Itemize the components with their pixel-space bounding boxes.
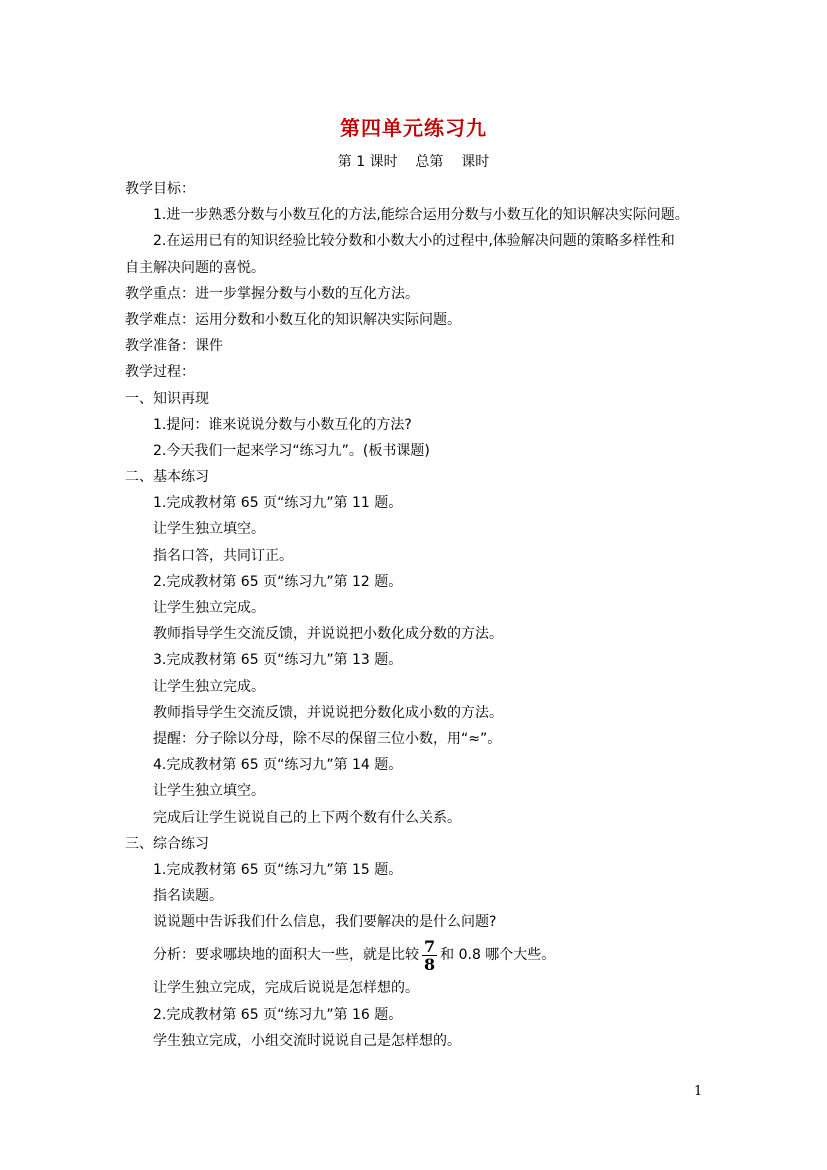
text-line: 教师指导学生交流反馈，并说说把小数化成分数的方法。 <box>153 626 503 643</box>
text-line: 指名口答，共同订正。 <box>153 547 293 564</box>
text-line: 1.提问：谁来说说分数与小数互化的方法? <box>153 416 412 433</box>
text-line: 完成后让学生说说自己的上下两个数有什么关系。 <box>153 809 461 826</box>
text-line: 1.进一步熟悉分数与小数互化的方法,能综合运用分数与小数互化的知识解决实际问题。 <box>153 207 689 224</box>
document-title: 第四单元练习九 <box>340 116 487 140</box>
analysis-line <box>125 935 725 975</box>
fraction-denominator: 8 <box>424 954 436 974</box>
text-line: 4.完成教材第 65 页“练习九”第 14 题。 <box>153 757 403 774</box>
text-line: 教学目标： <box>125 181 195 197</box>
analysis-text-after: 和 0.8 哪个大些。 <box>440 947 556 964</box>
text-line: 让学生独立填空。 <box>153 521 265 538</box>
text-line: 教学重点：进一步掌握分数与小数的互化方法。 <box>125 285 419 302</box>
text-line: 让学生独立填空。 <box>153 783 265 800</box>
text-line: 教学准备：课件 <box>125 338 223 355</box>
fraction <box>422 938 437 973</box>
text-line: 让学生独立完成，完成后说说是怎样想的。 <box>153 980 419 997</box>
section-heading: 二、基本练习 <box>125 469 209 486</box>
analysis-text-before: 分析：要求哪块地的面积大一些，就是比较 <box>153 947 419 964</box>
text-line: 指名读题。 <box>153 888 223 905</box>
lesson-subtitle: 第 1 课时 总第 课时 <box>337 154 490 170</box>
text-line: 学生独立完成，小组交流时说说自己是怎样想的。 <box>153 1032 461 1049</box>
text-line: 自主解决问题的喜悦。 <box>125 259 265 276</box>
text-line: 2.完成教材第 65 页“练习九”第 16 题。 <box>153 1006 403 1023</box>
text-line: 教学过程： <box>125 364 195 381</box>
text-line: 让学生独立完成。 <box>153 600 265 616</box>
text-line: 教学难点：运用分数和小数互化的知识解决实际问题。 <box>125 311 461 328</box>
text-line: 让学生独立完成。 <box>153 678 265 695</box>
text-line: 教师指导学生交流反馈，并说说把分数化成小数的方法。 <box>153 704 503 721</box>
text-line: 3.完成教材第 65 页“练习九”第 13 题。 <box>153 652 403 669</box>
text-line: 说说题中告诉我们什么信息，我们要解决的是什么问题? <box>153 914 497 931</box>
section-heading: 一、知识再现 <box>125 390 209 407</box>
page-number: 1 <box>694 1084 703 1099</box>
text-line: 2.在运用已有的知识经验比较分数和小数大小的过程中,体验解决问题的策略多样性和 <box>153 233 675 250</box>
text-line: 1.完成教材第 65 页“练习九”第 11 题。 <box>153 495 403 512</box>
section-heading: 三、综合练习 <box>125 835 209 852</box>
text-line: 提醒：分子除以分母，除不尽的保留三位小数，用“≈”。 <box>153 730 502 747</box>
text-line: 1.完成教材第 65 页“练习九”第 15 题。 <box>153 861 403 878</box>
fraction-numerator: 7 <box>424 936 436 956</box>
document-body <box>125 176 725 1054</box>
text-line: 2.完成教材第 65 页“练习九”第 12 题。 <box>153 573 403 590</box>
text-line: 2.今天我们一起来学习“练习九”。(板书课题) <box>153 442 430 459</box>
